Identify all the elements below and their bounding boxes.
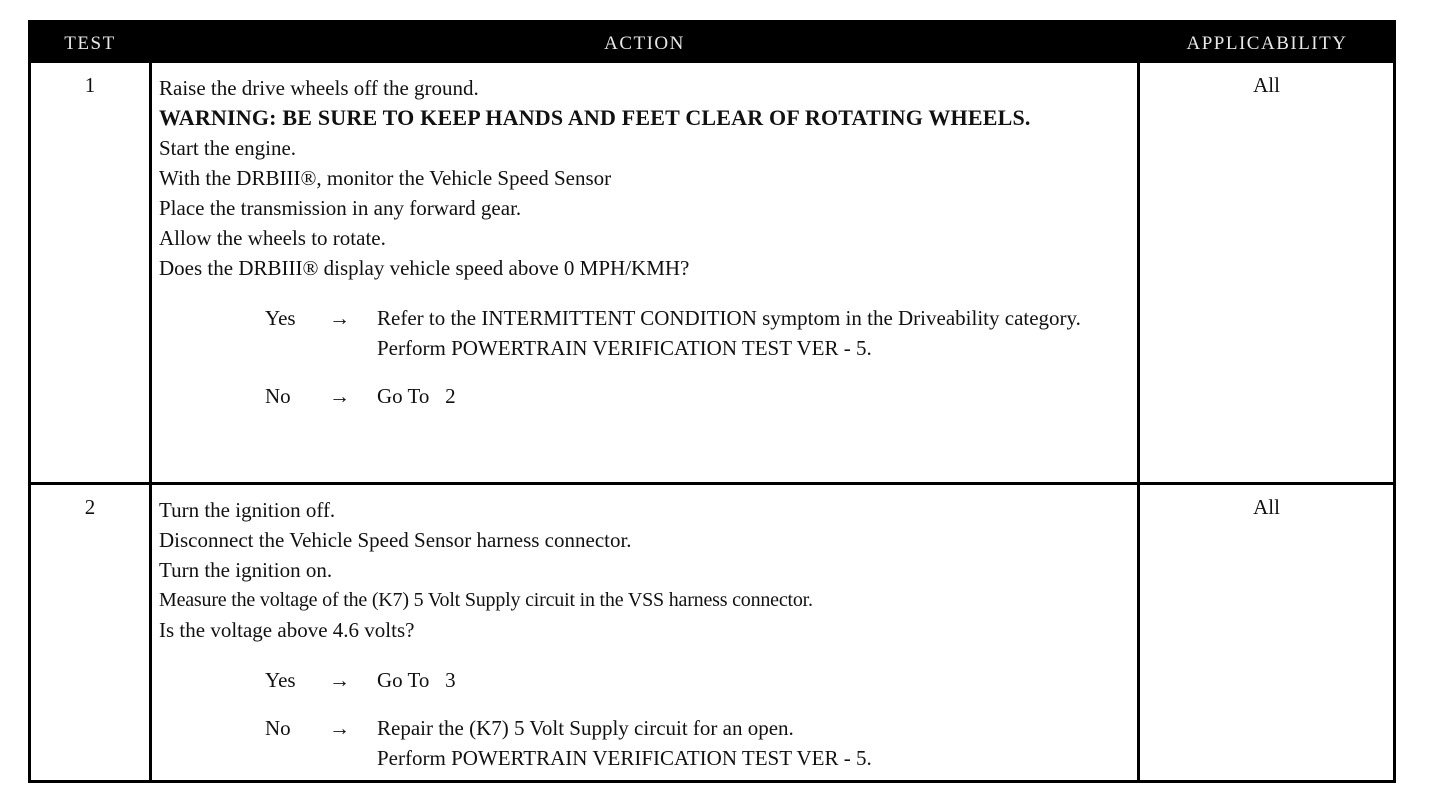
action-line: Turn the ignition on.	[159, 558, 333, 582]
action-line: Start the engine.	[159, 136, 297, 160]
action-line: Disconnect the Vehicle Speed Sensor harness connector.	[159, 528, 632, 552]
action-line: Does the DRBIII® display vehicle speed above 0 MPH/KMH?	[159, 256, 690, 280]
yes-label: Yes	[265, 306, 296, 330]
yes-text: Go To 3	[377, 668, 456, 692]
arrow-icon: →	[329, 384, 350, 408]
arrow-icon: →	[329, 668, 350, 692]
action-line: Raise the drive wheels off the ground.	[159, 76, 479, 100]
test-number: 2	[84, 495, 96, 519]
arrow-icon: →	[329, 306, 350, 330]
test-number: 1	[84, 73, 96, 97]
applicability-value: All	[1253, 495, 1280, 519]
yes-label: Yes	[265, 668, 296, 692]
no-result	[265, 381, 1134, 411]
no-label: No	[265, 716, 291, 740]
header-test: TEST	[64, 33, 116, 54]
applicability-value: All	[1253, 73, 1280, 97]
yes-text	[377, 303, 1134, 363]
yes-text-line: Perform POWERTRAIN VERIFICATION TEST VER - 5.	[377, 336, 872, 360]
action-cell	[159, 73, 1134, 411]
warning-text: WARNING: BE SURE TO KEEP HANDS AND FEET CLEAR OF ROTATING WHEELS.	[159, 105, 1031, 130]
action-line: With the DRBIII®, monitor the Vehicle Speed Sensor	[159, 166, 612, 190]
no-result	[265, 713, 1134, 773]
yes-text-line: Refer to the INTERMITTENT CONDITION symptom in the Driveability category.	[377, 306, 1081, 330]
action-line: Measure the voltage of the (K7) 5 Volt Supply circuit in the VSS harness connector.	[159, 589, 813, 611]
yes-result	[265, 303, 1134, 363]
action-line: Is the voltage above 4.6 volts?	[159, 618, 415, 642]
header-applicability: APPLICABILITY	[1186, 33, 1348, 54]
table-header	[31, 23, 1393, 63]
yes-result	[265, 665, 1134, 695]
column-divider	[149, 63, 152, 780]
action-line: Allow the wheels to rotate.	[159, 226, 386, 250]
row-divider	[31, 482, 1393, 485]
header-action: ACTION	[604, 33, 685, 54]
no-text-line: Perform POWERTRAIN VERIFICATION TEST VER - 5.	[377, 746, 872, 770]
action-line: Place the transmission in any forward gear.	[159, 196, 522, 220]
no-text: Go To 2	[377, 384, 456, 408]
no-label: No	[265, 384, 291, 408]
diagnostic-table	[28, 20, 1396, 783]
no-text-line: Repair the (K7) 5 Volt Supply circuit for an open.	[377, 716, 794, 740]
action-line: Turn the ignition off.	[159, 498, 336, 522]
column-divider	[1137, 63, 1140, 780]
no-text	[377, 713, 1134, 773]
arrow-icon: →	[329, 716, 350, 740]
action-cell	[159, 495, 1134, 773]
